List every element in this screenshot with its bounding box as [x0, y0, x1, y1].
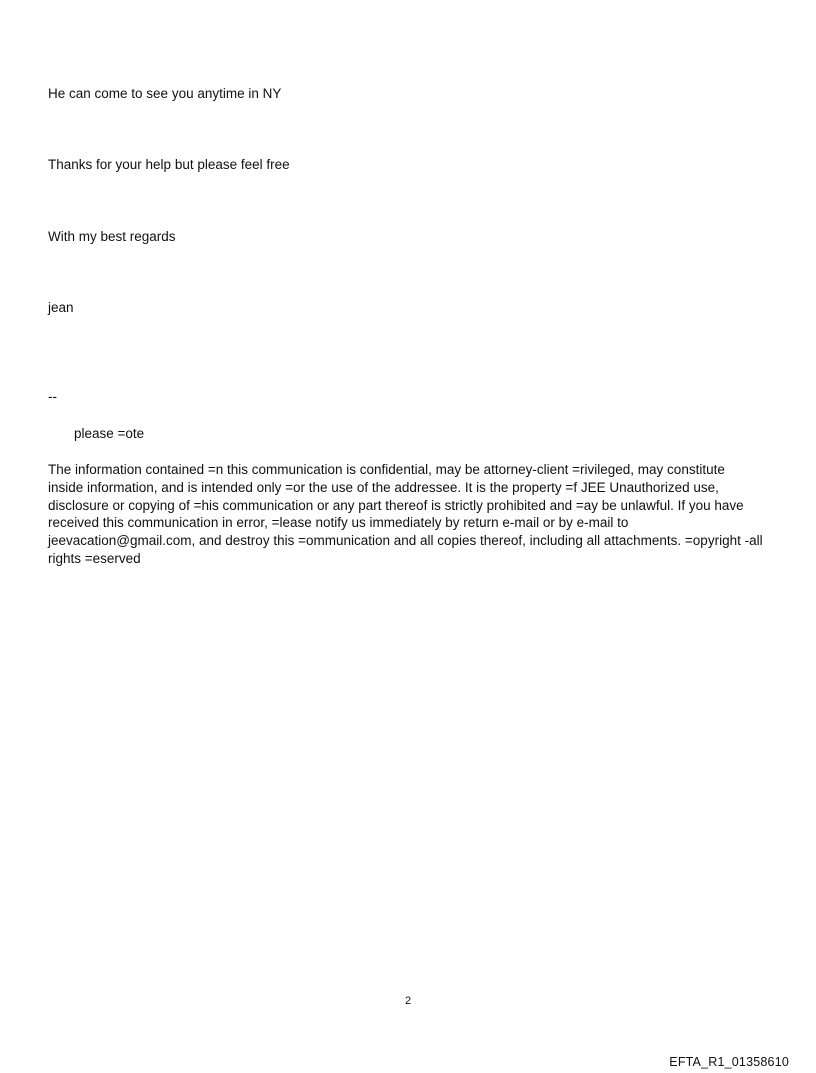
disclaimer-line: received this communication in error, =lease notify us immediately by return e-mail or by e-mail to: [48, 515, 629, 531]
page-number: 2: [404, 995, 412, 1007]
document-id: EFTA_R1_01358610: [669, 1055, 789, 1069]
body-line-regards: With my best regards: [48, 229, 176, 244]
disclaimer-line: inside information, and is intended only =or the use of the addressee. It is the property =f JEE Unauthorized use,: [48, 479, 719, 495]
signature-name: jean: [48, 300, 74, 315]
note-label: please =ote: [74, 426, 145, 441]
body-line-thanks: Thanks for your help but please feel free: [48, 157, 290, 172]
signature-separator: --: [48, 389, 57, 404]
disclaimer-line: rights =eserved: [48, 550, 141, 566]
disclaimer-line: jeevacation@gmail.com, and destroy this =ommunication and all copies thereof, including all attachments. =opyright -all: [48, 533, 763, 549]
confidentiality-disclaimer: [48, 461, 778, 568]
disclaimer-line: The information contained =n this communication is confidential, may be attorney-client =rivileged, may constitute: [48, 462, 725, 477]
disclaimer-line: disclosure or copying of =his communication or any part thereof is strictly prohibited and =ay be unlawful. If you have: [48, 497, 744, 513]
body-line-visit: He can come to see you anytime in NY: [48, 86, 282, 101]
